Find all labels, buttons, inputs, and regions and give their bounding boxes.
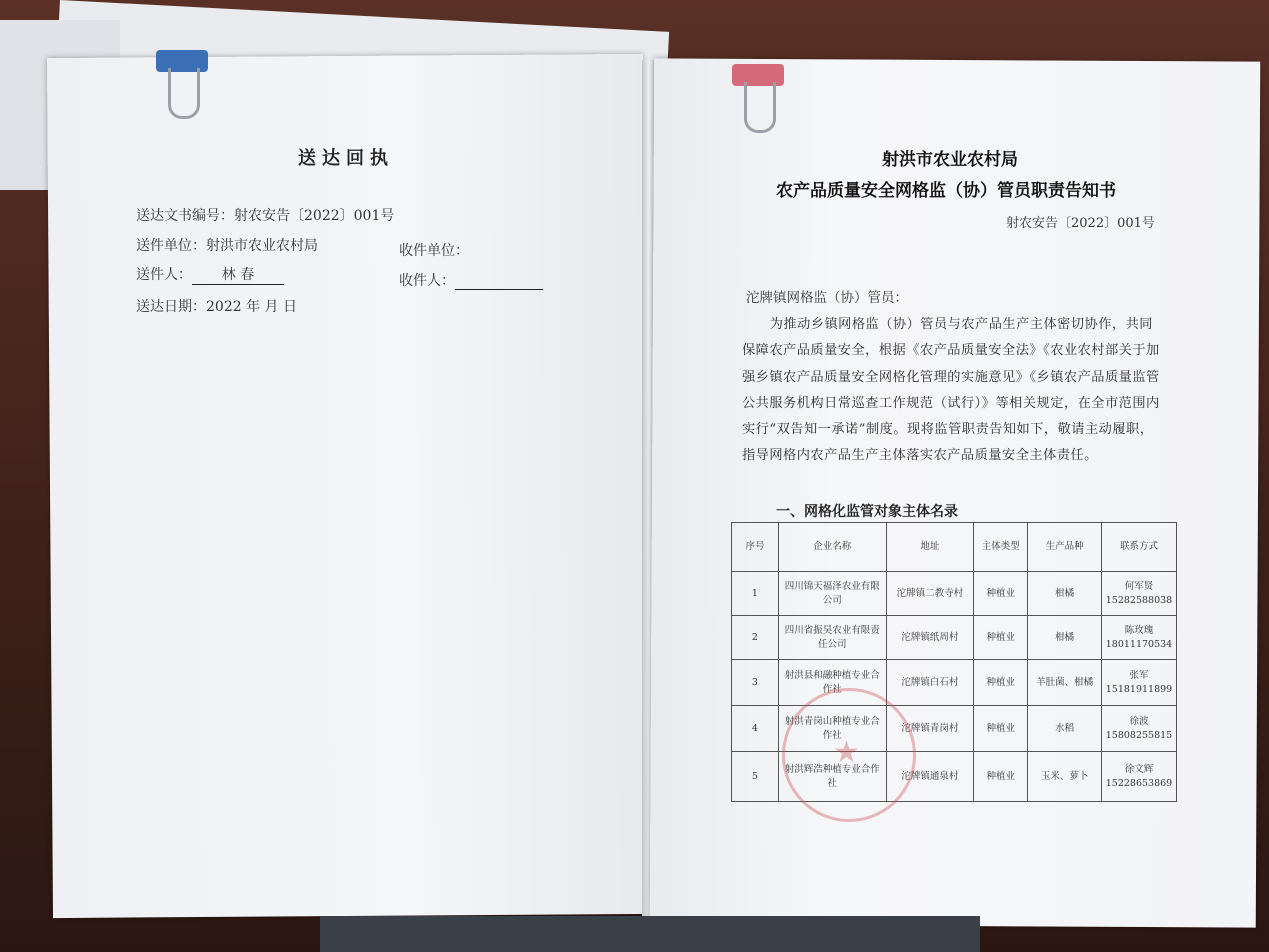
- receiver-blank: [455, 273, 543, 290]
- header-type: 主体类型: [974, 523, 1028, 572]
- date-row: [136, 296, 297, 316]
- cell-type: 种植业: [974, 616, 1028, 660]
- cell-no: 4: [732, 706, 779, 752]
- cell-no: 1: [732, 572, 779, 616]
- salutation: 沱牌镇网格监（协）管员：: [746, 290, 908, 306]
- sender-value: 林 春: [192, 264, 284, 285]
- sender-unit-row: [136, 235, 318, 255]
- contact-name: 徐文辉: [1124, 763, 1154, 775]
- table-row: [732, 616, 1177, 660]
- header-product: 生产品种: [1028, 523, 1102, 572]
- cell-no: 5: [732, 752, 779, 802]
- contact-name: 徐波: [1129, 715, 1149, 727]
- sender-row: [136, 264, 284, 285]
- cell-contact: [1101, 660, 1176, 706]
- org-title: 射洪市农业农村局: [882, 150, 1018, 170]
- cell-name: 射洪县和融种植专业合作社: [778, 660, 886, 706]
- binder-clip-blue-icon: [156, 50, 212, 130]
- table-row: [732, 572, 1177, 616]
- cell-address: 沱牌镇纸周村: [886, 616, 974, 660]
- contact-phone: 15282588038: [1105, 594, 1173, 606]
- doc-number: 射农安告〔2022〕001号: [1006, 216, 1155, 231]
- cell-address: 沱牌镇白石村: [886, 660, 974, 706]
- cell-product: 柑橘: [1028, 572, 1102, 616]
- cell-type: 种植业: [974, 660, 1028, 706]
- seal-star-icon: ★: [833, 735, 860, 770]
- doc-number-label: 送达文书编号：: [136, 208, 234, 224]
- cell-type: 种植业: [974, 572, 1028, 616]
- sender-unit-label: 送件单位：: [136, 238, 206, 254]
- cell-name: 四川省振昊农业有限责任公司: [778, 616, 886, 660]
- header-contact: 联系方式: [1101, 523, 1176, 572]
- contact-phone: 15808255815: [1105, 729, 1173, 741]
- contact-name: 陈玫瑰: [1124, 624, 1154, 636]
- date-value: 2022 年 月 日: [206, 299, 297, 315]
- receiver-row: [399, 270, 543, 290]
- header-name: 企业名称: [778, 523, 886, 572]
- receipt-title: 送达回执: [298, 148, 394, 169]
- floor-shadow: [320, 916, 980, 952]
- cell-contact: [1101, 752, 1176, 802]
- sender-label: 送件人：: [136, 267, 192, 283]
- cell-product: 玉米、萝卜: [1028, 752, 1102, 802]
- header-address: 地址: [886, 523, 974, 572]
- cell-name: 四川锦天福泽农业有限公司: [778, 572, 886, 616]
- cell-type: 种植业: [974, 752, 1028, 802]
- cell-product: 羊肚菌、柑橘: [1028, 660, 1102, 706]
- cell-contact: [1101, 572, 1176, 616]
- cell-contact: [1101, 616, 1176, 660]
- cell-name: 射洪青岗山种植专业合作社: [778, 706, 886, 752]
- contact-phone: 18011170534: [1105, 638, 1173, 650]
- section-heading: 一、网格化监管对象主体名录: [776, 504, 958, 520]
- cell-product: 水稻: [1028, 706, 1102, 752]
- cell-address: 沱牌镇青岗村: [886, 706, 974, 752]
- cell-no: 3: [732, 660, 779, 706]
- contact-phone: 15228653869: [1105, 777, 1173, 789]
- doc-number-row: [136, 205, 394, 225]
- table-header-row: [732, 523, 1177, 572]
- receiver-unit-label: 收件单位：: [399, 243, 469, 259]
- date-label: 送达日期：: [136, 299, 206, 315]
- cell-no: 2: [732, 616, 779, 660]
- notice-body: 为推动乡镇网格监（协）管员与农产品生产主体密切协作，共同保障农产品质量安全，根据《农产品质量安全法》《农业农村部关于加强乡镇农产品质量安全网格化管理的实施意见》《乡镇农产品质量监管公共服务机构日常巡查工作规范（试行）》等相关规定，在全市范围内实行“双告知一承诺”制度。现将监管职责告知如下，敬请主动履职，指导网格内农产品生产主体落实农产品质量安全主体责任。: [742, 317, 1160, 464]
- cell-type: 种植业: [974, 706, 1028, 752]
- header-no: 序号: [732, 523, 779, 572]
- cell-address: 沱牌镇通泉村: [886, 752, 974, 802]
- delivery-receipt-page: [47, 54, 649, 918]
- doc-number-value: 射农安告〔2022〕001号: [234, 208, 395, 224]
- contact-name: 张军: [1129, 669, 1149, 681]
- binder-clip-pink-icon: [732, 64, 788, 144]
- contact-name: 何军贤: [1124, 580, 1154, 592]
- cell-contact: [1101, 706, 1176, 752]
- doc-title: 农产品质量安全网格监（协）管员职责告知书: [776, 181, 1116, 201]
- cell-address: 沱牌镇二教寺村: [886, 572, 974, 616]
- official-seal-icon: [782, 688, 916, 822]
- cell-product: 柑橘: [1028, 616, 1102, 660]
- sender-unit-value: 射洪市农业农村局: [206, 238, 318, 254]
- cell-name: 射洪辉浩种植专业合作社: [778, 752, 886, 802]
- contact-phone: 15181911899: [1105, 683, 1173, 695]
- receiver-label: 收件人：: [399, 273, 455, 289]
- table-row: [732, 660, 1177, 706]
